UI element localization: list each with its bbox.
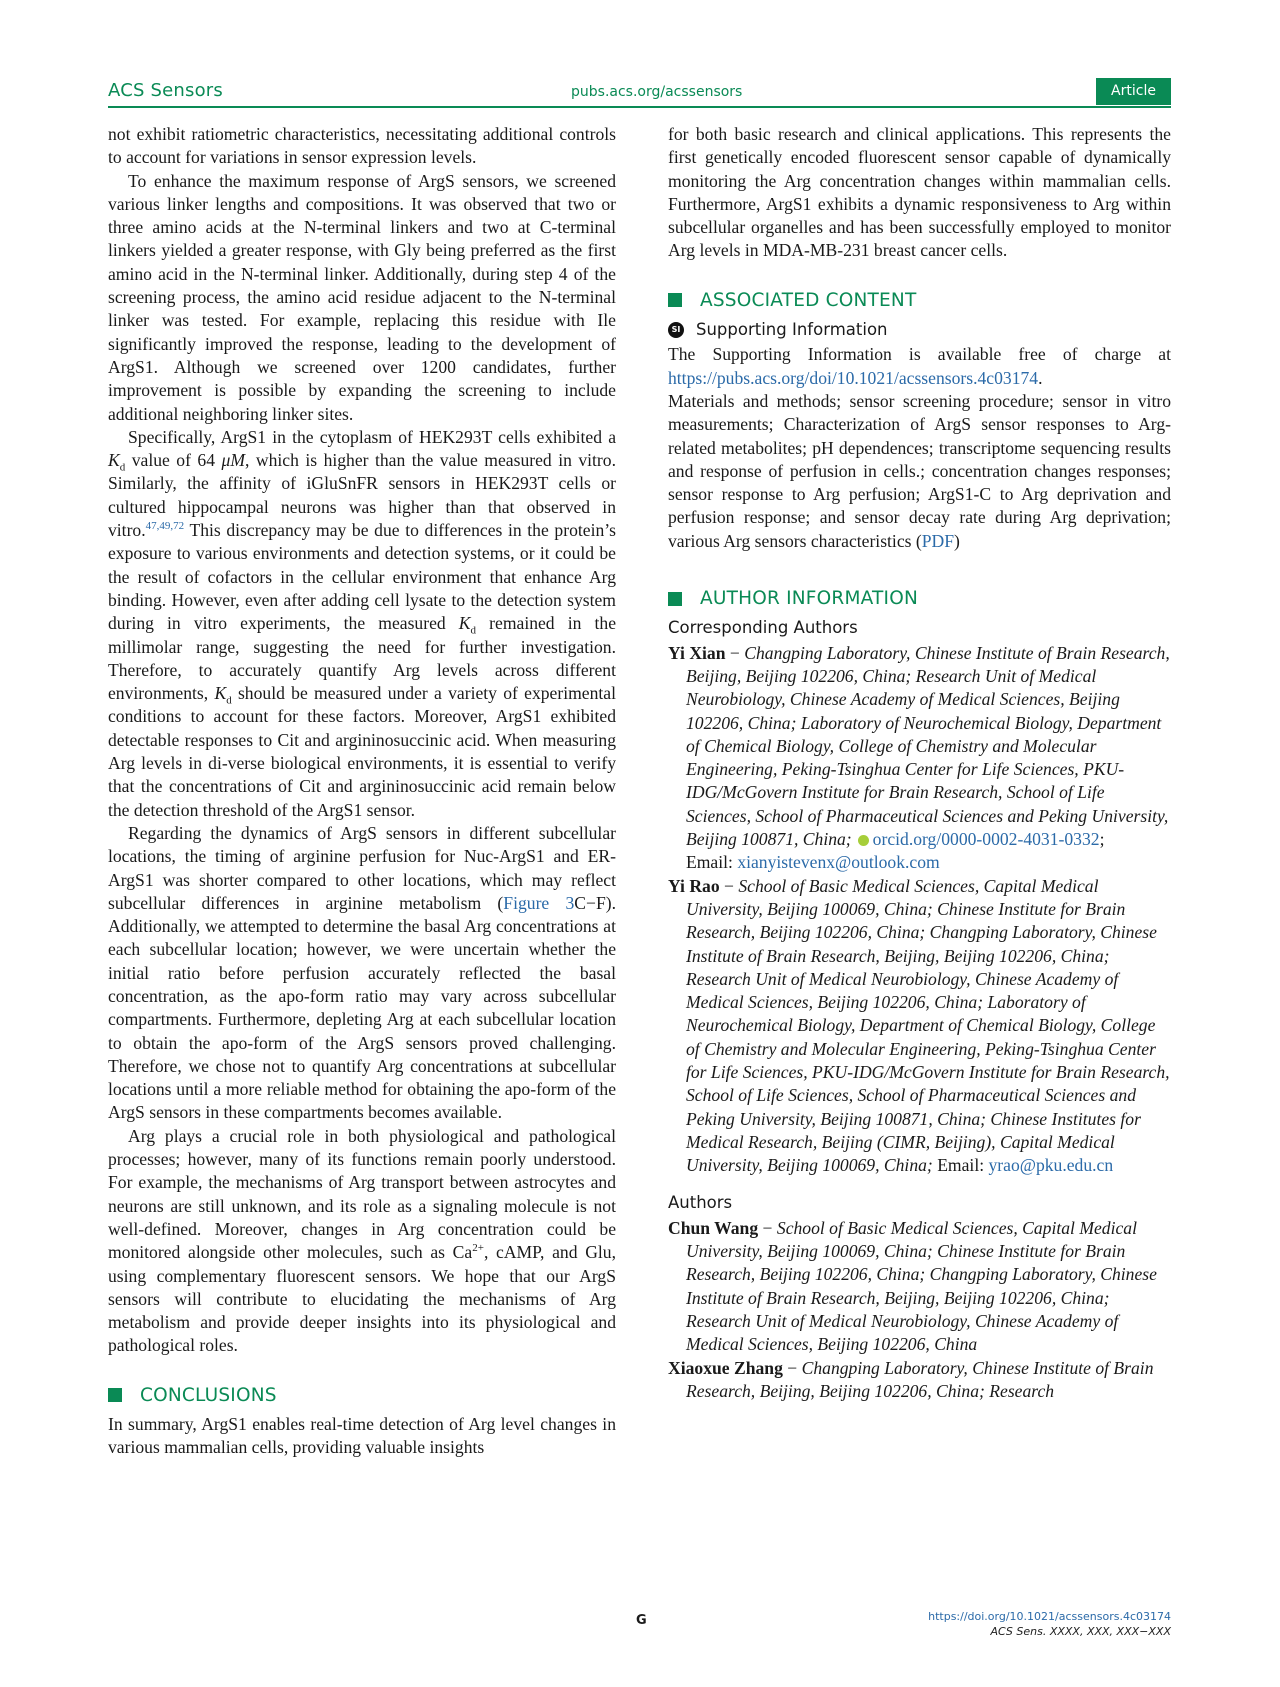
text-run: C−F). Additionally, we attempted to determine the basal Arg concentrations at each subcellular location; however, we were uncertain whether the initial ratio before perfusion accurately reflected the basal concentration, as the apo-form ratio may vary across subcellular compartments. Furthermore, depleting Arg at each subcellular location to obtain the apo-form of the ArgS sensors proved challenging. Therefore, we chose not to quantify Arg concentrations at subcellular locations until a more reliable method for obtaining the apo-form of the ArgS sensors in these compartments becomes available. xyxy=(108,892,616,1123)
kd-symbol: K xyxy=(458,613,471,634)
subheading-text: Supporting Information xyxy=(696,320,888,340)
section-heading-author-information xyxy=(668,587,1171,610)
author-affiliation: Changping Laboratory, Chinese Institute of Brain Research, Beijing, Beijing 102206, China; Research xyxy=(686,1357,1154,1401)
journal-name: ACS Sensors xyxy=(108,80,223,101)
text-run: This discrepancy may be due to differences in the protein’s exposure to various environments and detection systems, or it could be the result of cofactors in the cellular environment that enhance Arg binding. However, even after adding cell lysate to the detection system during in vitro experiments, the measured xyxy=(108,520,616,634)
left-column xyxy=(108,123,616,1460)
paragraph xyxy=(108,426,616,822)
author-affiliation: School of Basic Medical Sciences, Capital Medical University, Beijing 100069, China; Chinese Institute for Brain Research, Beijing 102206, China; Changping Laboratory, Chinese Institute of Brain Research, Beijing, Beijing 102206, China; Research Unit of Medical Neurobiology, Chinese Academy of Medical Sciences, Beijing 102206, China xyxy=(686,1217,1157,1355)
paragraph xyxy=(108,1125,616,1358)
text-run: , which is higher than the value measured in vitro. Similarly, the affinity of iGluSnFR sensors in HEK293T cells or cultured hippocampal neurons was higher than that observed in vitro. xyxy=(108,450,616,541)
authors-heading: Authors xyxy=(668,1193,733,1213)
superscript: 2+ xyxy=(472,1242,484,1255)
email-label: Email: xyxy=(937,1155,985,1176)
author-name: Yi Xian xyxy=(668,642,726,663)
paragraph xyxy=(108,822,616,1125)
paragraph xyxy=(668,343,1171,390)
section-heading-text: CONCLUSIONS xyxy=(140,1384,277,1406)
dash: − xyxy=(725,642,745,663)
paragraph: In summary, ArgS1 enables real-time detection of Arg level changes in various mammalian cells, providing valuable insights xyxy=(108,1414,616,1458)
text-run: The Supporting Information is available free of charge at xyxy=(668,344,1171,365)
text-run: . xyxy=(1038,367,1043,388)
email-label: Email: xyxy=(686,852,733,873)
supporting-info-heading xyxy=(668,318,1171,341)
author-entry xyxy=(668,875,1171,1178)
figure-link[interactable]: Figure 3 xyxy=(503,892,575,913)
author-entry: Yi Xian − Changping Laboratory, Chinese Institute of Brain Research, Beijing, Beijing 102206, China; Research Unit of Medical Neurobiology, Chinese Academy of Medical Sciences, Beijing 102206, China; Laboratory of Neurochemical Biology, Department of Chemical Biology, College of Chemistry and Molecular Engineering, Peking-Tsinghua Center for Life Sciences, PKU-IDG/McGovern Institute for Brain Research, School of Life Sciences, School of Pharmaceutical Sciences and Peking University, Beijing 100871, China; orcid.org/0000-0002-4031-0332; Email: xianyistevenx@outlook.com xyxy=(668,642,1170,873)
email-link[interactable]: xianyistevenx@outlook.com xyxy=(737,852,940,873)
paragraph: for both basic research and clinical applications. This represents the first genetically encoded fluorescent sensor capable of dynamically monitoring the Arg concentration changes within mammalian cells. Furthermore, ArgS1 exhibits a dynamic responsiveness to Arg within subcellular organelles and has been successfully employed to monitor Arg levels in MDA-MB-231 breast cancer cells. xyxy=(668,124,1171,261)
text-run: Materials and methods; sensor screening procedure; sensor in vitro measurements; Characterization of ArgS sensor responses to Arg-related metabolites; pH dependences; transcriptome sequencing results and response of perfusion in cells.; concentration changes responses; sensor response to Arg perfusion; ArgS1-C to Arg deprivation and perfusion response; and sensor decay rate during Arg deprivation; various Arg sensors characteristics ( xyxy=(668,390,1171,551)
article-type-badge: Article xyxy=(1096,78,1171,105)
section-heading-conclusions xyxy=(108,1384,616,1407)
supporting-info-icon: SI xyxy=(668,322,684,338)
author-name: Xiaoxue Zhang xyxy=(668,1357,783,1378)
section-heading-text: ASSOCIATED CONTENT xyxy=(700,289,917,311)
corresponding-authors-heading: Corresponding Authors xyxy=(668,618,858,638)
paragraph: To enhance the maximum response of ArgS sensors, we screened various linker lengths and compositions. It was observed that two or three amino acids at the N-terminal linkers and two at C-terminal linkers yielded a greater response, with Gly being preferred as the first amino acid in the N-terminal linker. Additionally, during step 4 of the screening process, the amino acid residue adjacent to the N-terminal linker was tested. For example, replacing this residue with Ile significantly improved the response, leading to the development of ArgS1. Although we screened over 1200 candidates, further improvement is possible by expanding the screening to include additional neighboring linker sites. xyxy=(108,170,616,424)
section-square-icon xyxy=(108,1388,122,1402)
section-heading-associated-content xyxy=(668,289,1171,312)
email-link[interactable]: yrao@pku.edu.cn xyxy=(988,1155,1114,1176)
pdf-link[interactable]: PDF xyxy=(921,530,955,551)
kd-symbol: K xyxy=(214,683,227,704)
section-heading-text: AUTHOR INFORMATION xyxy=(700,588,918,610)
author-affiliation: School of Basic Medical Sciences, Capital Medical University, Beijing 100069, China; Chinese Institute for Brain Research, Beijing 102206, China; Changping Laboratory, Chinese Institute of Brain Research, Beijing, Beijing 102206, China; Research Unit of Medical Neurobiology, Chinese Academy of Medical Sciences, Beijing 102206, China; Laboratory of Neurochemical Biology, Department of Chemical Biology, College of Chemistry and Molecular Engineering, Peking-Tsinghua Center for Life Sciences, PKU-IDG/McGovern Institute for Brain Research, School of Life Sciences, School of Pharmaceutical Sciences and Peking University, Beijing 100871, China; Chinese Institutes for Medical Research, Beijing (CIMR, Beijing), Capital Medical University, Beijing 100069, China; xyxy=(686,875,1170,1176)
section-square-icon xyxy=(668,293,682,307)
right-column xyxy=(668,123,1171,1403)
text-run: Arg plays a crucial role in both physiological and pathological processes; however, many of its functions remain poorly understood. For example, the mechanisms of Arg transport between astrocytes and neurons are still unknown, and its role as a signaling molecule is not well-defined. Moreover, changes in Arg concentration could be monitored alongside other molecules, such as Ca xyxy=(108,1125,616,1263)
header-divider xyxy=(108,106,1171,108)
text-run: value of 64 xyxy=(125,450,222,471)
section-square-icon xyxy=(668,592,682,606)
author-affiliation: Changping Laboratory, Chinese Institute of Brain Research, Beijing, Beijing 102206, China; Research Unit of Medical Neurobiology, Chinese Academy of Medical Sciences, Beijing 102206, China; Laboratory of Neurochemical Biology, Department of Chemical Biology, College of Chemistry and Molecular Engineering, Peking-Tsinghua Center for Life Sciences, PKU-IDG/McGovern Institute for Brain Research, School of Life Sciences, School of Pharmaceutical Sciences and Peking University, Beijing 100871, China; xyxy=(686,642,1170,850)
citation-line: ACS Sens. XXXX, XXX, XXX−XXX xyxy=(990,1625,1171,1638)
orcid-link[interactable]: orcid.org/0000-0002-4031-0332 xyxy=(872,829,1100,850)
kd-subscript: d xyxy=(226,694,232,707)
dash: − xyxy=(719,875,739,896)
author-entry xyxy=(668,1357,1171,1404)
text-run: Regarding the dynamics of ArgS sensors in different subcellular locations, the timing of arginine perfusion for Nuc-ArgS1 and ER-ArgS1 was shorter compared to other locations, which may reflect subcellular differences in arginine metabolism ( xyxy=(108,822,616,913)
kd-symbol: K xyxy=(108,450,120,471)
dash: − xyxy=(758,1217,777,1238)
text-run: , cAMP, and Glu, using complementary fluorescent sensors. We hope that our ArgS sensors will contribute to elucidating the mechanisms of Arg metabolism and provide deeper insights into its physiological and pathological roles. xyxy=(108,1242,616,1356)
paragraph: not exhibit ratiometric characteristics, necessitating additional controls to account for variations in sensor expression levels. xyxy=(108,124,616,168)
running-header xyxy=(108,80,1171,107)
supporting-info-description xyxy=(668,390,1171,553)
author-entry xyxy=(668,1217,1171,1357)
journal-site-link[interactable]: pubs.acs.org/acssensors xyxy=(571,84,743,100)
author-name: Yi Rao xyxy=(668,875,720,896)
text-run: ) xyxy=(954,530,960,551)
kd-subscript: d xyxy=(119,461,126,474)
unit: μM xyxy=(221,450,246,471)
supporting-info-link[interactable]: https://pubs.acs.org/doi/10.1021/acssensors.4c03174 xyxy=(668,367,1039,388)
dash: − xyxy=(782,1357,802,1378)
author-name: Chun Wang xyxy=(668,1217,759,1238)
text-run: Specifically, ArgS1 in the cytoplasm of HEK293T cells exhibited a xyxy=(128,426,616,447)
kd-subscript: d xyxy=(470,624,477,637)
reference-citation[interactable]: 47,49,72 xyxy=(145,520,185,533)
doi-link[interactable]: https://doi.org/10.1021/acssensors.4c03174 xyxy=(928,1610,1171,1623)
text-run: should be measured under a variety of experimental conditions to account for these factors. Moreover, ArgS1 exhibited detectable responses to Cit and argininosuccinic acid. When measuring Arg levels in di-verse biological environments, it is essential to verify that the concentrations of Cit and argininosuccinic acid remain below the detection threshold of the ArgS1 sensor. xyxy=(108,683,616,820)
orcid-icon xyxy=(858,835,869,846)
text-run: remained in the millimolar range, suggesting the need for further investigation. Therefore, to accurately quantify Arg levels across different environments, xyxy=(108,613,617,704)
page-number: G xyxy=(636,1613,647,1628)
